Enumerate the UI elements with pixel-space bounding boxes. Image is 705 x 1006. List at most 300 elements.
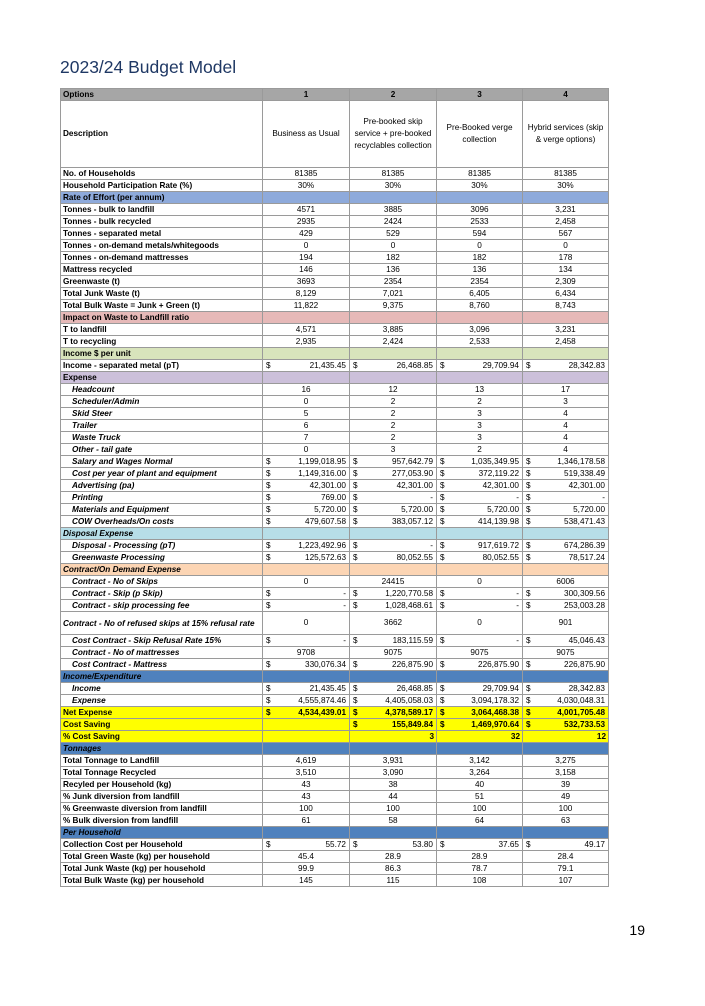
empty-cell — [437, 312, 523, 324]
row-label: Total Bulk Waste = Junk + Green (t) — [61, 300, 263, 312]
money-cell — [523, 516, 609, 528]
money-wrap — [265, 493, 347, 503]
empty-cell — [263, 671, 350, 683]
money-wrap — [352, 517, 434, 527]
money-wrap — [525, 457, 606, 467]
money-cell — [523, 492, 609, 504]
money-cell — [263, 360, 350, 372]
money-cell — [437, 635, 523, 647]
row-label: % Junk diversion from landfill — [61, 791, 263, 803]
money-cell — [350, 707, 437, 719]
money-cell — [350, 516, 437, 528]
value-cell: 6,434 — [523, 288, 609, 300]
row-label: Greenwaste Processing — [61, 552, 263, 564]
empty-cell — [263, 564, 350, 576]
money-amount: 1,035,349.95 — [471, 456, 519, 466]
money-cell — [263, 695, 350, 707]
contract-skips-row — [61, 576, 609, 588]
money-wrap — [352, 720, 434, 730]
value-cell: 9708 — [263, 647, 350, 659]
money-amount: 1,223,492.96 — [298, 540, 346, 550]
money-amount: 53.80 — [412, 839, 433, 849]
currency-symbol: $ — [526, 707, 531, 717]
table-row — [61, 396, 609, 408]
money-cell — [523, 588, 609, 600]
money-cell — [350, 492, 437, 504]
money-wrap — [439, 684, 520, 694]
value-cell: 30% — [350, 180, 437, 192]
value-cell: 0 — [437, 612, 523, 635]
money-wrap — [525, 696, 606, 706]
money-cell — [350, 504, 437, 516]
row-label: Advertising (pa) — [61, 480, 263, 492]
value-cell: 45.4 — [263, 851, 350, 863]
money-cell — [350, 600, 437, 612]
section-impact — [61, 312, 609, 324]
row-label: Tonnes - separated metal — [61, 228, 263, 240]
money-amount: 78,517.24 — [568, 552, 605, 562]
money-cell — [350, 695, 437, 707]
row-label: % Cost Saving — [61, 731, 263, 743]
value-cell: 40 — [437, 779, 523, 791]
value-cell: 108 — [437, 875, 523, 887]
section-label: Income $ per unit — [61, 348, 263, 360]
currency-symbol: $ — [440, 600, 445, 610]
value-cell: 9075 — [523, 647, 609, 659]
money-wrap — [352, 493, 434, 503]
money-cell — [263, 456, 350, 468]
section-label: Contract/On Demand Expense — [61, 564, 263, 576]
value-cell: 100 — [263, 803, 350, 815]
money-cell — [263, 588, 350, 600]
money-cell — [350, 719, 437, 731]
money-amount: 4,534,439.01 — [298, 707, 346, 717]
money-cell — [350, 456, 437, 468]
currency-symbol: $ — [266, 588, 271, 598]
money-cell — [263, 504, 350, 516]
money-cell — [350, 588, 437, 600]
currency-symbol: $ — [526, 588, 531, 598]
value-cell: 4 — [523, 432, 609, 444]
money-wrap — [265, 469, 347, 479]
income-unit-row — [61, 360, 609, 372]
empty-cell — [523, 671, 609, 683]
empty-cell — [263, 731, 350, 743]
table-row — [61, 695, 609, 707]
value-cell: 3 — [350, 444, 437, 456]
section-contract — [61, 564, 609, 576]
money-amount: - — [516, 635, 519, 645]
table-row — [61, 779, 609, 791]
value-cell: 2533 — [437, 216, 523, 228]
value-cell: 194 — [263, 252, 350, 264]
money-amount: 125,572.63 — [305, 552, 346, 562]
value-cell: 9075 — [437, 647, 523, 659]
currency-symbol: $ — [266, 659, 271, 669]
currency-symbol: $ — [440, 456, 445, 466]
table-row — [61, 456, 609, 468]
currency-symbol: $ — [266, 552, 271, 562]
value-cell: 3,264 — [437, 767, 523, 779]
row-label: Other - tail gate — [61, 444, 263, 456]
money-amount: 479,607.58 — [305, 516, 346, 526]
money-amount: 300,309.56 — [564, 588, 605, 598]
value-cell: 3,231 — [523, 204, 609, 216]
table-row — [61, 276, 609, 288]
value-cell: 24415 — [350, 576, 437, 588]
empty-cell — [523, 827, 609, 839]
empty-cell — [263, 372, 350, 384]
money-amount: 155,849.84 — [392, 719, 433, 729]
value-cell: 0 — [437, 576, 523, 588]
value-cell: 3,090 — [350, 767, 437, 779]
money-cell — [263, 707, 350, 719]
currency-symbol: $ — [526, 839, 531, 849]
currency-symbol: $ — [353, 540, 358, 550]
value-cell: 2 — [350, 408, 437, 420]
row-label: Disposal - Processing (pT) — [61, 540, 263, 552]
money-amount: 5,720.00 — [573, 504, 605, 514]
currency-symbol: $ — [526, 516, 531, 526]
empty-cell — [350, 671, 437, 683]
section-income-per-unit — [61, 348, 609, 360]
value-cell: 134 — [523, 264, 609, 276]
value-cell: 3693 — [263, 276, 350, 288]
money-wrap — [439, 708, 520, 718]
money-wrap — [439, 361, 520, 371]
currency-symbol: $ — [353, 659, 358, 669]
value-cell: 38 — [350, 779, 437, 791]
money-cell — [523, 468, 609, 480]
section-disposal — [61, 528, 609, 540]
money-amount: - — [516, 492, 519, 502]
money-wrap — [352, 505, 434, 515]
money-wrap — [352, 589, 434, 599]
money-cell — [263, 516, 350, 528]
empty-cell — [523, 312, 609, 324]
currency-symbol: $ — [526, 480, 531, 490]
currency-symbol: $ — [353, 719, 358, 729]
money-cell — [523, 552, 609, 564]
value-cell: 4571 — [263, 204, 350, 216]
money-wrap — [265, 696, 347, 706]
money-amount: 674,286.39 — [564, 540, 605, 550]
value-cell: 594 — [437, 228, 523, 240]
money-cell — [350, 659, 437, 671]
money-wrap — [352, 553, 434, 563]
table-row — [61, 228, 609, 240]
currency-symbol: $ — [526, 659, 531, 669]
money-cell — [437, 659, 523, 671]
row-label: Household Participation Rate (%) — [61, 180, 263, 192]
money-cell — [437, 683, 523, 695]
money-wrap — [525, 493, 606, 503]
value-cell: 4 — [523, 420, 609, 432]
money-amount: 3,094,178.32 — [471, 695, 519, 705]
value-cell: 6006 — [523, 576, 609, 588]
section-rate-of-effort — [61, 192, 609, 204]
table-row — [61, 588, 609, 600]
money-cell — [523, 540, 609, 552]
money-amount: - — [343, 635, 346, 645]
empty-cell — [437, 743, 523, 755]
empty-cell — [263, 827, 350, 839]
value-cell: 30% — [263, 180, 350, 192]
table-row — [61, 204, 609, 216]
money-wrap — [352, 361, 434, 371]
value-cell: 3885 — [350, 204, 437, 216]
money-amount: 42,301.00 — [396, 480, 433, 490]
empty-cell — [350, 743, 437, 755]
money-cell — [437, 504, 523, 516]
money-cell — [437, 540, 523, 552]
money-amount: 26,468.85 — [396, 360, 433, 370]
currency-symbol: $ — [440, 360, 445, 370]
money-amount: 1,346,178.58 — [557, 456, 605, 466]
money-amount: 538,471.43 — [564, 516, 605, 526]
currency-symbol: $ — [353, 516, 358, 526]
value-cell: 2 — [437, 396, 523, 408]
value-cell: 61 — [263, 815, 350, 827]
empty-cell — [263, 719, 350, 731]
row-label: No. of Households — [61, 168, 263, 180]
option-description: Hybrid services (skip & verge options) — [523, 101, 609, 168]
empty-cell — [437, 192, 523, 204]
value-cell: 2,935 — [263, 336, 350, 348]
value-cell: 2 — [350, 432, 437, 444]
currency-symbol: $ — [353, 468, 358, 478]
money-amount: 42,301.00 — [482, 480, 519, 490]
money-wrap — [265, 361, 347, 371]
money-amount: 414,139.98 — [478, 516, 519, 526]
empty-cell — [523, 192, 609, 204]
money-amount: 42,301.00 — [568, 480, 605, 490]
value-cell: 39 — [523, 779, 609, 791]
money-wrap — [265, 684, 347, 694]
money-cell — [523, 600, 609, 612]
value-cell: 3,231 — [523, 324, 609, 336]
table-row — [61, 815, 609, 827]
money-cell — [437, 588, 523, 600]
value-cell: 30% — [523, 180, 609, 192]
money-cell — [523, 480, 609, 492]
money-cell — [437, 839, 523, 851]
currency-symbol: $ — [526, 540, 531, 550]
value-cell: 3 — [437, 432, 523, 444]
row-label: Headcount — [61, 384, 263, 396]
currency-symbol: $ — [353, 588, 358, 598]
money-amount: 226,875.90 — [392, 659, 433, 669]
currency-symbol: $ — [440, 540, 445, 550]
money-amount: 532,733.53 — [564, 719, 605, 729]
money-wrap — [265, 601, 347, 611]
money-cell — [263, 468, 350, 480]
money-wrap — [525, 505, 606, 515]
row-label: Contract - No of mattresses — [61, 647, 263, 659]
money-amount: - — [430, 540, 433, 550]
money-wrap — [525, 469, 606, 479]
value-cell: 9,375 — [350, 300, 437, 312]
currency-symbol: $ — [440, 707, 445, 717]
empty-cell — [263, 192, 350, 204]
table-row — [61, 803, 609, 815]
value-cell: 16 — [263, 384, 350, 396]
money-cell — [523, 695, 609, 707]
table-row — [61, 384, 609, 396]
money-cell — [437, 695, 523, 707]
table-row — [61, 540, 609, 552]
money-amount: 4,378,589.17 — [385, 707, 433, 717]
money-cell — [350, 552, 437, 564]
money-wrap — [525, 601, 606, 611]
description-row — [61, 101, 609, 168]
empty-cell — [263, 348, 350, 360]
value-cell: 17 — [523, 384, 609, 396]
value-cell: 28.4 — [523, 851, 609, 863]
value-cell: 3,885 — [350, 324, 437, 336]
money-wrap — [525, 361, 606, 371]
money-wrap — [265, 840, 347, 850]
option-number: 3 — [437, 89, 523, 101]
value-cell: 43 — [263, 779, 350, 791]
value-cell: 44 — [350, 791, 437, 803]
row-label: Recyled per Household (kg) — [61, 779, 263, 791]
table-row — [61, 300, 609, 312]
row-label: Net Expense — [61, 707, 263, 719]
value-cell: 28.9 — [437, 851, 523, 863]
money-cell — [263, 552, 350, 564]
table-row — [61, 240, 609, 252]
value-cell: 86.3 — [350, 863, 437, 875]
money-cell — [523, 456, 609, 468]
value-cell: 145 — [263, 875, 350, 887]
money-wrap — [525, 840, 606, 850]
table-row — [61, 216, 609, 228]
row-label: Cost Contract - Skip Refusal Rate 15% — [61, 635, 263, 647]
table-row — [61, 168, 609, 180]
table-row — [61, 408, 609, 420]
pct-cost-saving-row — [61, 731, 609, 743]
value-cell: 4,619 — [263, 755, 350, 767]
money-amount: 1,199,018.95 — [298, 456, 346, 466]
money-wrap — [265, 708, 347, 718]
money-cell — [350, 360, 437, 372]
money-amount: 5,720.00 — [487, 504, 519, 514]
money-cell — [523, 683, 609, 695]
section-label: Impact on Waste to Landfill ratio — [61, 312, 263, 324]
money-wrap — [439, 505, 520, 515]
money-wrap — [525, 517, 606, 527]
value-cell: 429 — [263, 228, 350, 240]
money-wrap — [525, 684, 606, 694]
money-amount: 37.65 — [498, 839, 519, 849]
value-cell: 3 — [437, 408, 523, 420]
value-cell: 178 — [523, 252, 609, 264]
value-cell: 8,129 — [263, 288, 350, 300]
table-row — [61, 444, 609, 456]
page-title: 2023/24 Budget Model — [60, 57, 237, 77]
table-row — [61, 324, 609, 336]
row-label: Total Green Waste (kg) per household — [61, 851, 263, 863]
money-wrap — [439, 469, 520, 479]
money-amount: - — [343, 600, 346, 610]
money-wrap — [439, 636, 520, 646]
row-label: % Bulk diversion from landfill — [61, 815, 263, 827]
value-cell: 3096 — [437, 204, 523, 216]
row-label: Salary and Wages Normal — [61, 456, 263, 468]
currency-symbol: $ — [266, 540, 271, 550]
money-amount: 769.00 — [320, 492, 346, 502]
currency-symbol: $ — [440, 683, 445, 693]
value-cell: 2424 — [350, 216, 437, 228]
money-amount: 1,469,970.64 — [471, 719, 519, 729]
money-cell — [350, 480, 437, 492]
table-row — [61, 264, 609, 276]
value-cell: 567 — [523, 228, 609, 240]
currency-symbol: $ — [266, 600, 271, 610]
money-amount: 29,709.94 — [482, 683, 519, 693]
table-row — [61, 600, 609, 612]
value-cell: 11,822 — [263, 300, 350, 312]
money-wrap — [352, 696, 434, 706]
currency-symbol: $ — [353, 360, 358, 370]
value-cell: 7,021 — [350, 288, 437, 300]
contract-refused-row — [61, 612, 609, 635]
row-label: Trailer — [61, 420, 263, 432]
money-cell — [350, 839, 437, 851]
row-label: T to recycling — [61, 336, 263, 348]
value-cell: 2935 — [263, 216, 350, 228]
value-cell: 6 — [263, 420, 350, 432]
money-wrap — [352, 660, 434, 670]
currency-symbol: $ — [526, 552, 531, 562]
value-cell: 51 — [437, 791, 523, 803]
value-cell: 30% — [437, 180, 523, 192]
currency-symbol: $ — [353, 480, 358, 490]
currency-symbol: $ — [526, 492, 531, 502]
money-wrap — [439, 493, 520, 503]
value-cell: 0 — [523, 240, 609, 252]
value-cell: 3 — [350, 731, 437, 743]
value-cell: 107 — [523, 875, 609, 887]
empty-cell — [523, 528, 609, 540]
money-wrap — [525, 481, 606, 491]
money-cell — [350, 635, 437, 647]
currency-symbol: $ — [353, 635, 358, 645]
money-wrap — [352, 840, 434, 850]
currency-symbol: $ — [440, 492, 445, 502]
currency-symbol: $ — [266, 492, 271, 502]
currency-symbol: $ — [353, 492, 358, 502]
money-amount: 4,555,874.46 — [298, 695, 346, 705]
money-wrap — [352, 541, 434, 551]
money-wrap — [352, 636, 434, 646]
value-cell: 5 — [263, 408, 350, 420]
option-description: Pre-Booked verge collection — [437, 101, 523, 168]
money-wrap — [265, 589, 347, 599]
table-row — [61, 420, 609, 432]
value-cell: 3 — [523, 396, 609, 408]
money-wrap — [439, 601, 520, 611]
money-wrap — [439, 660, 520, 670]
money-amount: 5,720.00 — [314, 504, 346, 514]
option-description: Business as Usual — [263, 101, 350, 168]
value-cell: 2354 — [350, 276, 437, 288]
value-cell: 13 — [437, 384, 523, 396]
money-cell — [437, 600, 523, 612]
value-cell: 100 — [437, 803, 523, 815]
money-cell — [523, 504, 609, 516]
